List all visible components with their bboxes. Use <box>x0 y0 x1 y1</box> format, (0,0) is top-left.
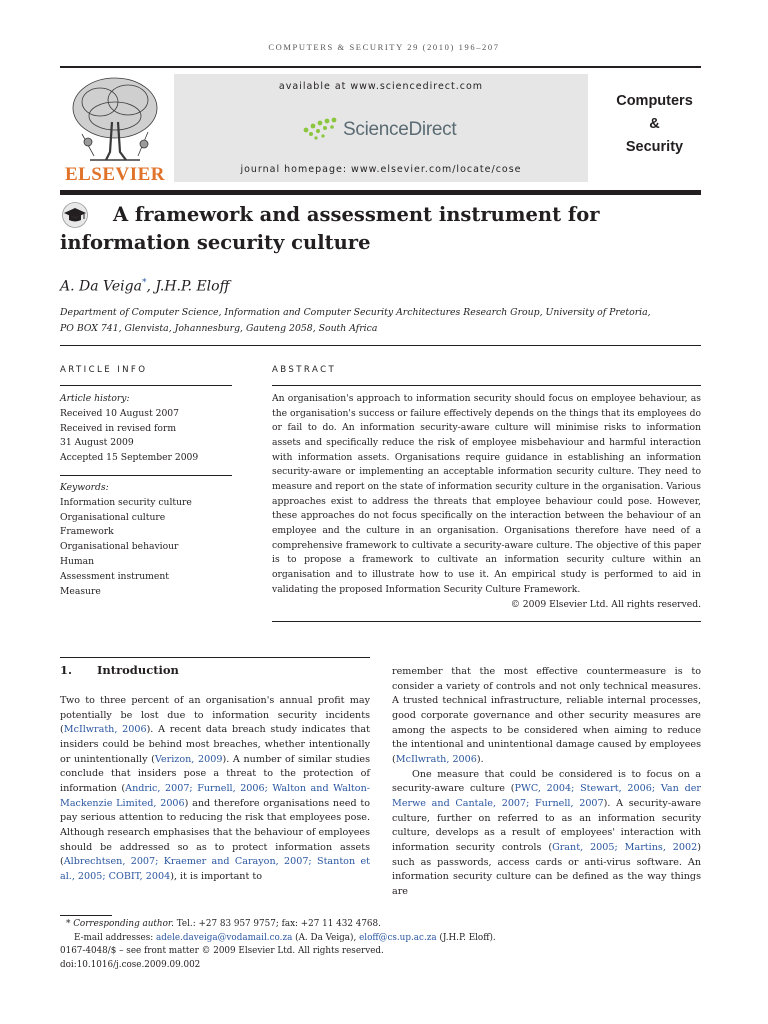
footnotes <box>60 918 700 972</box>
affiliation-line2: PO BOX 741, Glenvista, Johannesburg, Gauteng 2058, South Africa <box>60 322 378 334</box>
available-at-link[interactable]: available at www.sciencedirect.com <box>278 81 484 92</box>
intro-paragraph-cont <box>392 665 701 768</box>
intro-rule <box>60 657 370 658</box>
section-number: 1. <box>60 663 73 677</box>
email-link[interactable]: eloff@cs.up.ac.za <box>359 932 437 943</box>
intro-paragraph-1 <box>60 694 370 885</box>
keyword-item: Framework <box>60 526 114 538</box>
keywords-label: Keywords: <box>60 482 109 493</box>
citation-link[interactable]: Grant, 2005; Martins, 2002 <box>552 841 698 853</box>
issn-line: 0167-4048/$ – see front matter © 2009 Elsevier Ltd. All rights reserved. <box>60 946 384 957</box>
body-text: remember that the most effective countermeasure is to consider a variety of controls and not only technical measures. A trusted technical infrastructure, reliable internal processes, good corporate governance and other security measures are among the aspects to be considered when aiming to reduce the intentional and unintentional damage caused by employees ( <box>392 666 701 765</box>
affiliation-line1: Department of Computer Science, Information and Computer Security Architectures Research Group, University of Pretoria, <box>60 307 651 318</box>
email-owner: (A. Da Veiga), <box>292 932 360 943</box>
intro-right-column <box>392 665 701 900</box>
affiliation <box>60 305 700 336</box>
email-label: E-mail addresses: <box>74 932 156 943</box>
body-text: One measure that could be considered is to focus on a security-aware culture ( <box>392 768 701 795</box>
history-item: Accepted 15 September 2009 <box>60 452 199 464</box>
corresponding-author-mark[interactable]: * <box>141 278 147 288</box>
abstract-text: An organisation's approach to information security should focus on employee behaviour, as the organisation's success or failure effectively depends on the things that its employees do or fail to do. An information security-aware culture will minimise risks to information assets and specifically reduce the risk of employee misbehaviour and harmful interaction with information assets. Organisations require guidance in establishing an information security-aware or implementing an acceptable information security culture. They need to measure and report on the state of information security culture in the organisation. Various approaches exist to address the threats that employee behaviour could pose. However, these approaches do not focus specifically on the interaction between the behaviour of an employee and the culture in an organisation. Organisations therefore have need of a comprehensive framework to cultivate a security-aware culture. The objective of this paper is to propose a framework to cultivate an information security culture within an organisation and to illustrate how to use it. An empirical study is performed to aid in validating the proposed Information Security Culture Framework. <box>272 393 701 595</box>
history-rule <box>60 475 232 476</box>
article-info-rule <box>60 385 232 386</box>
keywords-list <box>60 481 232 599</box>
keyword-item: Organisational culture <box>60 511 166 523</box>
abstract-top-rule <box>272 385 701 386</box>
header-top-rule <box>60 66 701 68</box>
body-text: ). <box>476 753 484 765</box>
body-text: ) and therefore organisations need to pay serious attention to reducing the risk that employees pose. Although research emphasises that the behaviour of employees should be addressed so as to protect information assets ( <box>60 797 370 868</box>
history-item: Received in revised form <box>60 422 177 434</box>
citation-link[interactable]: Andric, 2007; Furnell, 2006; Walton and Walton-Mackenzie Limited, 2006 <box>60 782 370 809</box>
article-title-line1: A framework and assessment instrument for <box>113 203 600 226</box>
journal-title <box>592 90 717 159</box>
citation-link[interactable]: PWC, 2004; Stewart, 2006; Van der Merwe and Cantale, 2007; Furnell, 2007 <box>392 783 702 809</box>
abstract-copyright: © 2009 Elsevier Ltd. All rights reserved. <box>510 599 701 610</box>
author-da-veiga[interactable]: A. Da Veiga <box>60 278 142 295</box>
corresponding-label: Corresponding author. <box>73 919 174 929</box>
article-history <box>60 392 232 466</box>
journal-title-line3: Security <box>625 139 684 155</box>
author-list <box>60 278 230 295</box>
contact-numbers: Tel.: +27 83 957 9757; fax: +27 11 432 4768. <box>173 919 381 929</box>
body-text: ) such as passwords, access cards or anti-virus software. An information security culture can be defined as the way things are <box>392 841 701 897</box>
keyword-item: Organisational behaviour <box>60 541 179 553</box>
author-eloff[interactable]: J.H.P. Eloff <box>155 278 230 295</box>
email-owner: (J.H.P. Eloff). <box>436 932 496 943</box>
keyword-item: Human <box>60 555 95 567</box>
keyword-item: Assessment instrument <box>60 570 169 582</box>
body-text: ). A number of similar studies conclude that insiders pose a threat to the protection of information ( <box>60 753 370 794</box>
body-text: ). A recent data breach study indicates that insiders could be behind most breaches, whether intentionally or unintentionally ( <box>60 724 370 765</box>
running-head: COMPUTERS & SECURITY 29 (2010) 196–207 <box>268 42 500 52</box>
footnote-rule <box>60 915 112 916</box>
email-note <box>60 932 700 946</box>
corresponding-author-note <box>60 918 700 932</box>
history-item: Received 10 August 2007 <box>60 407 179 419</box>
email-link[interactable]: adele.daveiga@vodamail.co.za <box>156 932 293 943</box>
body-text: ), it is important to <box>170 870 263 882</box>
citation-link[interactable]: McIlwrath, 2006 <box>395 753 477 765</box>
body-text: ). A security-aware culture, further on referred to as an information security culture, develops as a result of employees' interaction with information security controls ( <box>392 797 701 853</box>
section-title: Introduction <box>97 663 179 677</box>
section-heading-introduction <box>60 663 179 677</box>
affiliation-rule <box>60 345 701 346</box>
article-title <box>60 201 700 257</box>
footnote-mark: * <box>66 919 71 929</box>
journal-homepage-link[interactable]: journal homepage: www.elsevier.com/locate/cose <box>240 164 522 175</box>
journal-title-line2: & <box>649 116 660 132</box>
history-label: Article history: <box>60 393 130 404</box>
history-item: 31 August 2009 <box>60 437 134 449</box>
keyword-item: Measure <box>60 585 101 597</box>
citation-link[interactable]: McIlwrath, 2006 <box>63 724 147 736</box>
header-bottom-rule <box>60 190 701 195</box>
intro-left-column <box>60 694 370 885</box>
abstract-bottom-rule <box>272 621 701 622</box>
keyword-item: Information security culture <box>60 496 192 508</box>
article-info-heading: ARTICLE INFO <box>60 365 148 375</box>
citation-link[interactable]: Verizon, 2009 <box>154 753 223 765</box>
intro-paragraph-2 <box>392 768 701 900</box>
author-separator: , <box>146 278 156 295</box>
abstract-heading: ABSTRACT <box>272 365 337 375</box>
article-title-line2: information security culture <box>60 231 371 254</box>
publisher-logo-text: ELSEVIER <box>64 164 166 185</box>
citation-link[interactable]: Albrechtsen, 2007; Kraemer and Carayon, 2007; Stanton et al., 2005; COBIT, 2004 <box>60 856 370 882</box>
journal-title-line1: Computers <box>616 93 693 109</box>
doi-line[interactable]: doi:10.1016/j.cose.2009.09.002 <box>60 959 201 970</box>
sciencedirect-wordmark: ScienceDirect <box>343 119 457 140</box>
body-text: Two to three percent of an organisation's annual profit may potentially be lost due to information security incidents ( <box>60 695 370 736</box>
